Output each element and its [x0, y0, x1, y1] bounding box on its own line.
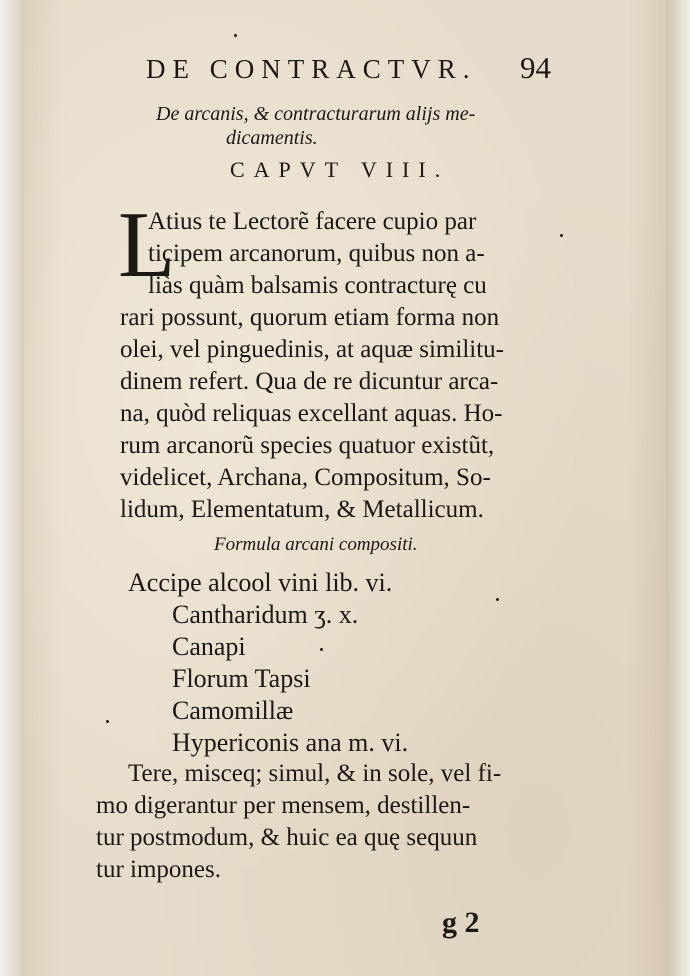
section-title — [156, 102, 576, 150]
recipe-line: Accipe alcool vini lib. vi. — [128, 568, 393, 597]
paragraph-line: rari possunt, quorum etiam forma non — [120, 304, 500, 331]
ink-speck — [234, 34, 237, 37]
book-page — [24, 0, 666, 976]
section-title-line: dicamentis. — [226, 127, 318, 149]
paragraph-line: lidum, Elementatum, & Metallicum. — [120, 496, 484, 523]
recipe-line: Florum Tapsi — [172, 664, 311, 693]
paragraph-line: rum arcanorũ species quatuor existũt, — [120, 432, 495, 459]
paragraph-line: liàs quàm balsamis contracturę cu — [148, 272, 487, 299]
page-number: 94 — [520, 50, 551, 85]
ink-speck — [560, 234, 563, 237]
ink-speck — [106, 720, 109, 723]
recipe-line: Camomillæ — [172, 696, 294, 725]
closing-line: mo digerantur per mensem, destillen- — [96, 792, 471, 819]
formula-title: Formula arcani compositi. — [214, 534, 418, 555]
closing-line: tur postmodum, & huic ea quę sequun — [96, 824, 478, 851]
ink-speck — [496, 598, 499, 601]
chapter-heading: CAPVT VIII. — [230, 157, 450, 182]
scan-margin-right — [666, 0, 690, 976]
paragraph-line: videlicet, Archana, Compositum, So- — [120, 464, 491, 491]
closing-line: tur impones. — [96, 856, 221, 883]
paragraph-line: olei, vel pinguedinis, at aquæ similitu- — [120, 336, 504, 363]
paragraph-line: dinem refert. Qua de re dicuntur arca- — [120, 368, 499, 395]
signature-mark: g 2 — [442, 906, 480, 939]
recipe-line: Cantharidum ʒ. x. — [172, 600, 359, 629]
paragraph-line: Atius te Lectorẽ facere cupio par — [148, 208, 477, 235]
ink-speck — [320, 648, 323, 651]
section-title-line: De arcanis, & contracturarum alijs me- — [156, 103, 476, 125]
paragraph-line: ticipem arcanorum, quibus non a- — [148, 240, 485, 267]
paragraph-line: na, quòd reliquas excellant aquas. Ho- — [120, 400, 503, 427]
recipe-line: Canapi — [172, 632, 246, 661]
closing-line: Tere, misceq; simul, & in sole, vel fi- — [128, 760, 502, 787]
drop-capital: L — [118, 193, 176, 297]
scan-margin-left — [0, 0, 24, 976]
running-head-title: DE CONTRACTVR. — [146, 54, 477, 84]
recipe-line: Hypericonis ana m. vi. — [172, 728, 409, 757]
